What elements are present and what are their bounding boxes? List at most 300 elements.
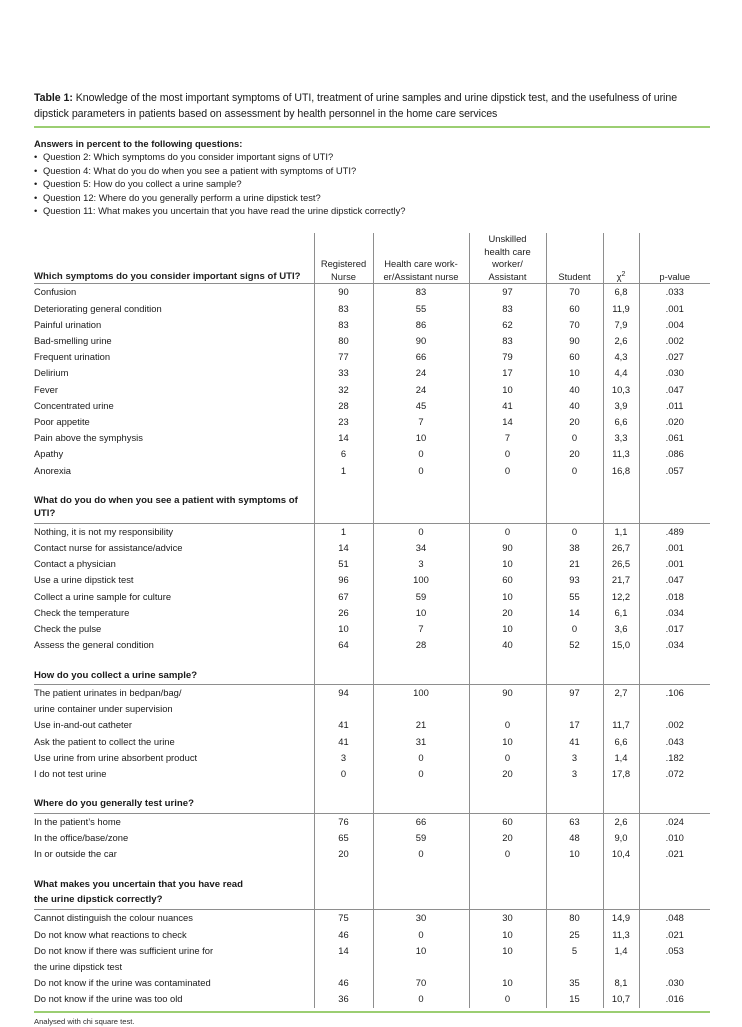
table-cell-value: .086 <box>639 446 710 462</box>
table-cell-value: 10 <box>373 605 469 621</box>
table-cell-value <box>373 959 469 975</box>
table-cell-value: 3,6 <box>603 621 639 637</box>
table-cell-label: Do not know what reactions to check <box>34 928 187 940</box>
table-cell-label: Anorexia <box>34 464 72 476</box>
table-cell-value: 41 <box>314 734 373 750</box>
table-cell-value: .030 <box>639 975 710 991</box>
table-row <box>34 605 710 621</box>
table-cell-value: 20 <box>469 605 546 621</box>
table-cell-value: 6,1 <box>603 605 639 621</box>
table-cell-value: 10 <box>314 621 373 637</box>
table-cell-value <box>373 494 469 524</box>
table-cell-value: 45 <box>373 398 469 414</box>
table-cell-value: 60 <box>546 301 603 317</box>
table-cell-value: 28 <box>373 637 469 653</box>
table-cell-value: 26 <box>314 605 373 621</box>
table-cell-value: 10 <box>469 943 546 959</box>
table-cell-value: .018 <box>639 589 710 605</box>
spacer-cell <box>34 782 314 797</box>
table-cell-value: 0 <box>373 750 469 766</box>
table-cell-value: 10 <box>373 943 469 959</box>
table-cell-value: 0 <box>469 750 546 766</box>
table-cell-value: 17 <box>469 365 546 381</box>
table-cell-value: 4,3 <box>603 349 639 365</box>
table-cell-value: 31 <box>373 734 469 750</box>
table-cell-value: 90 <box>469 685 546 702</box>
table-cell-value: .047 <box>639 382 710 398</box>
table-cell-value <box>373 797 469 813</box>
table-cell-value: 0 <box>373 846 469 862</box>
table-cell-label: Use in-and-out catheter <box>34 719 132 731</box>
table-cell-value: 1,4 <box>603 943 639 959</box>
table-cell-value: 10 <box>546 365 603 381</box>
table-cell-label: Concentrated urine <box>34 399 114 411</box>
table-cell-value: .057 <box>639 463 710 479</box>
table-cell-value: 100 <box>373 572 469 588</box>
table-row <box>34 349 710 365</box>
table-cell-value <box>603 494 639 524</box>
table-cell-value: 0 <box>469 523 546 540</box>
table-cell-label: Use urine from urine absorbent product <box>34 751 198 763</box>
table-cell-value: 83 <box>373 284 469 301</box>
col-line: Unskilled <box>488 233 527 245</box>
table-cell-value <box>546 877 603 910</box>
table-cell-label: In or outside the car <box>34 848 117 860</box>
table-cell-value <box>314 479 373 494</box>
table-cell-value <box>469 479 546 494</box>
section-spacer <box>34 654 710 669</box>
section-heading-line: What makes you uncertain that you have read <box>34 879 243 891</box>
table-cell-label: Poor appetite <box>34 416 90 428</box>
table-cell-value: 96 <box>314 572 373 588</box>
section-heading-line: the urine dipstick correctly? <box>34 894 163 906</box>
table-row <box>34 910 710 927</box>
table-cell-value: 17,8 <box>603 766 639 782</box>
table-cell-value: .001 <box>639 540 710 556</box>
table-cell-value: 20 <box>546 446 603 462</box>
table-cell-value <box>373 782 469 797</box>
section-heading-row <box>34 797 710 813</box>
table-cell-value: 12,2 <box>603 589 639 605</box>
table-cell-value <box>639 877 710 910</box>
table-cell-value: 90 <box>314 284 373 301</box>
table-cell-value: 83 <box>314 317 373 333</box>
table-cell-value <box>314 877 373 910</box>
table-cell-label: In the office/base/zone <box>34 831 129 843</box>
table-cell-value <box>546 862 603 877</box>
table-cell-label: Check the temperature <box>34 606 130 618</box>
table-cell-value: 0 <box>469 463 546 479</box>
table-cell-label: I do not test urine <box>34 768 107 780</box>
table-cell-value: 6,8 <box>603 284 639 301</box>
question-item: • Question 5: How do you collect a urine sample? <box>34 177 710 190</box>
table-cell-value: 0 <box>469 717 546 733</box>
table-cell-value: 63 <box>546 813 603 830</box>
table-row-continuation <box>34 959 710 975</box>
question-item: • Question 2: Which symptoms do you consider important signs of UTI? <box>34 150 710 163</box>
table-cell-label: Do not know if the urine was too old <box>34 993 183 1005</box>
table-cell-value <box>639 494 710 524</box>
table-cell-value <box>639 654 710 669</box>
chi-exponent: 2 <box>621 270 626 278</box>
table-cell-value: 94 <box>314 685 373 702</box>
table-cell-value: 7,9 <box>603 317 639 333</box>
table-cell-value: .048 <box>639 910 710 927</box>
table-cell-label: Nothing, it is not my responsibility <box>34 525 174 537</box>
table-row <box>34 830 710 846</box>
table-cell-value: 14 <box>314 540 373 556</box>
table-cell-value: 38 <box>546 540 603 556</box>
spacer-cell <box>34 862 314 877</box>
table-cell-value: 14 <box>546 605 603 621</box>
table-cell-value <box>314 782 373 797</box>
table-cell-label: Ask the patient to collect the urine <box>34 735 175 747</box>
table-cell-value <box>469 494 546 524</box>
table-cell-value: 1,4 <box>603 750 639 766</box>
table-cell-value: 10 <box>469 734 546 750</box>
table-cell-value: .034 <box>639 637 710 653</box>
table-cell-value: 100 <box>373 685 469 702</box>
table-cell-value: 21 <box>373 717 469 733</box>
table-cell-value: 26,7 <box>603 540 639 556</box>
table-cell-value: .016 <box>639 991 710 1007</box>
table-cell-value <box>469 669 546 685</box>
table-cell-value: 62 <box>469 317 546 333</box>
table-cell-value <box>603 797 639 813</box>
table-cell-value <box>639 479 710 494</box>
table-row <box>34 540 710 556</box>
table-cell-value: 14 <box>469 414 546 430</box>
table-cell-value <box>546 701 603 717</box>
table-cell-value: 59 <box>373 589 469 605</box>
table-cell-value: 7 <box>373 414 469 430</box>
table-cell-value: 10 <box>373 430 469 446</box>
table-caption <box>34 91 710 122</box>
table-cell-value <box>373 701 469 717</box>
question-item: • Question 12: Where do you generally perform a urine dipstick test? <box>34 191 710 204</box>
table-row <box>34 846 710 862</box>
section-spacer <box>34 862 710 877</box>
table-cell-value: 93 <box>546 572 603 588</box>
table-row <box>34 717 710 733</box>
table-cell-value: 3 <box>546 750 603 766</box>
table-cell-value <box>314 701 373 717</box>
table-cell-value: 33 <box>314 365 373 381</box>
table-cell-value: 2,7 <box>603 685 639 702</box>
table-cell-value <box>469 782 546 797</box>
table-cell-value: 28 <box>314 398 373 414</box>
table-cell-value: 70 <box>546 317 603 333</box>
table-cell-value: 10 <box>469 382 546 398</box>
table-body <box>34 284 710 1008</box>
table-cell-value: 40 <box>546 398 603 414</box>
table-cell-value <box>639 862 710 877</box>
table-cell-value <box>373 479 469 494</box>
table-cell-value: 35 <box>546 975 603 991</box>
table-cell-value: .002 <box>639 333 710 349</box>
section-spacer <box>34 479 710 494</box>
table-cell-value: 14,9 <box>603 910 639 927</box>
table-cell-value: 66 <box>373 813 469 830</box>
table-row <box>34 333 710 349</box>
section-heading-line: What do you do when you see a patient with symptoms of UTI? <box>34 494 298 520</box>
col-line: health care <box>484 245 531 257</box>
table-cell-value <box>469 959 546 975</box>
table-cell-value: 9,0 <box>603 830 639 846</box>
table-row <box>34 621 710 637</box>
table-cell-value: 20 <box>469 830 546 846</box>
table-cell-label: Fever <box>34 383 58 395</box>
section-heading-line: How do you collect a urine sample? <box>34 669 198 681</box>
table-cell-value: .033 <box>639 284 710 301</box>
table-cell-value: .002 <box>639 717 710 733</box>
table-cell-label-continuation: urine container under supervision <box>34 703 173 715</box>
table-cell-value: .106 <box>639 685 710 702</box>
table-cell-value: 90 <box>469 540 546 556</box>
table-cell-value: 36 <box>314 991 373 1007</box>
table-cell-value: 83 <box>469 333 546 349</box>
table-row <box>34 382 710 398</box>
table-cell-value: 23 <box>314 414 373 430</box>
table-cell-value: 24 <box>373 382 469 398</box>
table-cell-value <box>469 654 546 669</box>
table-cell-label: Confusion <box>34 286 77 298</box>
table-row <box>34 927 710 943</box>
table-cell-value: 10 <box>469 621 546 637</box>
table-cell-value <box>603 654 639 669</box>
table-cell-value: 6,6 <box>603 734 639 750</box>
table-cell-value: 51 <box>314 556 373 572</box>
table-cell-label: Bad-smelling urine <box>34 335 112 347</box>
column-header-p-value <box>639 233 710 283</box>
table-cell-value: .020 <box>639 414 710 430</box>
table-cell-value: 0 <box>546 430 603 446</box>
table-cell-label: Check the pulse <box>34 623 102 635</box>
table-cell-value <box>603 669 639 685</box>
section-spacer <box>34 782 710 797</box>
table-cell-value: 20 <box>314 846 373 862</box>
column-header-chi-square <box>603 233 639 283</box>
table-cell-label: Use a urine dipstick test <box>34 574 134 586</box>
table-cell-value: 41 <box>469 398 546 414</box>
table-cell-value: 0 <box>373 766 469 782</box>
table-cell-value: 46 <box>314 975 373 991</box>
table-cell-value: .011 <box>639 398 710 414</box>
spacer-cell <box>34 654 314 669</box>
table-cell-value: 0 <box>373 991 469 1007</box>
table-cell-value: 21,7 <box>603 572 639 588</box>
table-cell-value <box>639 959 710 975</box>
table-cell-value: 70 <box>546 284 603 301</box>
table-cell-value: 67 <box>314 589 373 605</box>
table-cell-value: 11,3 <box>603 927 639 943</box>
table-cell-value: 7 <box>373 621 469 637</box>
table-cell-value: 2,6 <box>603 333 639 349</box>
table-cell-value: 10 <box>469 975 546 991</box>
table-cell-value: 20 <box>469 766 546 782</box>
questions-list <box>34 150 710 217</box>
table-cell-label: The patient urinates in bedpan/bag/ <box>34 687 182 698</box>
table-cell-value: 11,9 <box>603 301 639 317</box>
table-footnote: Analysed with chi square test. <box>34 1016 135 1026</box>
section-heading-row <box>34 494 710 524</box>
column-header-unskilled-health-care-worker <box>469 233 546 283</box>
table-cell-value: 0 <box>469 991 546 1007</box>
table-cell-value: 21 <box>546 556 603 572</box>
table-cell-value: 10 <box>469 556 546 572</box>
table-cell-label: Do not know if the urine was contaminated <box>34 977 211 989</box>
chi-symbol: χ <box>616 270 622 282</box>
table-cell-value: 5 <box>546 943 603 959</box>
table-caption-label: Table 1: <box>34 92 73 104</box>
table-cell-value: 1,1 <box>603 523 639 540</box>
table-cell-value: 65 <box>314 830 373 846</box>
question-item: • Question 11: What makes you uncertain that you have read the urine dipstick correctly? <box>34 204 710 217</box>
table-cell-value: .021 <box>639 846 710 862</box>
table-cell-value: 10 <box>546 846 603 862</box>
table-cell-value: 10 <box>469 589 546 605</box>
table-cell-value: 90 <box>546 333 603 349</box>
table-cell-value <box>603 862 639 877</box>
table-row <box>34 463 710 479</box>
table-cell-value <box>639 701 710 717</box>
table-cell-value: 3 <box>373 556 469 572</box>
table-row <box>34 685 710 702</box>
table-cell-value <box>546 479 603 494</box>
header-section-0: Which symptoms do you consider important signs of UTI? <box>34 270 301 282</box>
table-cell-value <box>373 877 469 910</box>
table-cell-value: 60 <box>469 813 546 830</box>
table-cell-value <box>639 797 710 813</box>
spacer-cell <box>34 479 314 494</box>
table-cell-value: 83 <box>469 301 546 317</box>
column-header-registered-nurse <box>314 233 373 283</box>
col-line: Health care work- <box>384 258 458 270</box>
table-row <box>34 589 710 605</box>
caption-green-rule <box>34 126 710 128</box>
table-cell-value <box>639 669 710 685</box>
table-row <box>34 637 710 653</box>
table-row <box>34 943 710 959</box>
table-cell-label-continuation: the urine dipstick test <box>34 960 123 972</box>
table-cell-label: Painful urination <box>34 318 102 330</box>
col-line: worker/ <box>492 258 523 270</box>
table-cell-value: 15,0 <box>603 637 639 653</box>
table-row <box>34 766 710 782</box>
table-row <box>34 365 710 381</box>
table-cell-value: 6,6 <box>603 414 639 430</box>
table-row <box>34 301 710 317</box>
col-line: p-value <box>659 270 691 282</box>
table-cell-value <box>603 701 639 717</box>
table-cell-label: Do not know if there was sufficient urine for <box>34 944 214 956</box>
table-cell-value: 79 <box>469 349 546 365</box>
table-cell-value: .034 <box>639 605 710 621</box>
table-cell-value: .182 <box>639 750 710 766</box>
table-cell-value: .053 <box>639 943 710 959</box>
table-cell-value: 16,8 <box>603 463 639 479</box>
table-cell-value: .001 <box>639 301 710 317</box>
table-cell-value: 46 <box>314 927 373 943</box>
table-cell-label: Cannot distinguish the colour nuances <box>34 912 193 924</box>
table-row <box>34 556 710 572</box>
table-cell-value <box>469 862 546 877</box>
table-cell-value: 26,5 <box>603 556 639 572</box>
table-cell-value <box>314 797 373 813</box>
table-cell-value: 15 <box>546 991 603 1007</box>
table-cell-value <box>546 654 603 669</box>
table-cell-value: 11,3 <box>603 446 639 462</box>
col-line: Student <box>558 270 591 282</box>
table-cell-label: Assess the general condition <box>34 639 154 651</box>
table-row <box>34 991 710 1007</box>
table-cell-value: 20 <box>546 414 603 430</box>
col-line: Nurse <box>330 270 356 282</box>
knowledge-table <box>34 233 710 1007</box>
table-cell-value <box>469 701 546 717</box>
table-cell-value: 40 <box>546 382 603 398</box>
table-cell-value: 25 <box>546 927 603 943</box>
table-cell-value: 60 <box>546 349 603 365</box>
table-row <box>34 750 710 766</box>
table-cell-value <box>603 782 639 797</box>
table-cell-value: 24 <box>373 365 469 381</box>
table-cell-value: 64 <box>314 637 373 653</box>
table-cell-value: 41 <box>546 734 603 750</box>
section-heading <box>34 494 314 524</box>
table-cell-value: 0 <box>373 446 469 462</box>
table-cell-value: 70 <box>373 975 469 991</box>
table-cell-value: 0 <box>373 523 469 540</box>
table-cell-value: 66 <box>373 349 469 365</box>
table-cell-value: 30 <box>469 910 546 927</box>
table-cell-value <box>373 654 469 669</box>
table-cell-value: 1 <box>314 523 373 540</box>
column-header-health-care-worker <box>373 233 469 283</box>
table-cell-value: 75 <box>314 910 373 927</box>
section-heading-row <box>34 877 710 910</box>
section-heading <box>34 877 314 910</box>
table-cell-label: Apathy <box>34 448 64 460</box>
questions-heading: Answers in percent to the following questions: <box>34 138 243 149</box>
table-caption-text: Knowledge of the most important symptoms of UTI, treatment of urine samples and urine dipstick test, and the usefulness of urine dipstick parameters in patients based on assessment by health personnel in the home care services <box>34 92 678 120</box>
table-cell-value: .072 <box>639 766 710 782</box>
table-cell-value: 40 <box>469 637 546 653</box>
table-cell-value: .030 <box>639 365 710 381</box>
table-cell-value: .043 <box>639 734 710 750</box>
table-cell-value: .061 <box>639 430 710 446</box>
table-cell-value <box>373 862 469 877</box>
table-row <box>34 446 710 462</box>
table-cell-value: 97 <box>546 685 603 702</box>
table-cell-value: 97 <box>469 284 546 301</box>
table-cell-value: .027 <box>639 349 710 365</box>
table-cell-value: 3,3 <box>603 430 639 446</box>
table-cell-value: 0 <box>546 523 603 540</box>
section-heading <box>34 797 314 813</box>
table-cell-value: 4,4 <box>603 365 639 381</box>
table-cell-value: 6 <box>314 446 373 462</box>
table-cell-label: Deteriorating general condition <box>34 302 162 314</box>
table-cell-value: 0 <box>469 846 546 862</box>
table-cell-value <box>469 877 546 910</box>
table-cell-value: 10,4 <box>603 846 639 862</box>
table-cell-value <box>639 782 710 797</box>
table-cell-value: 14 <box>314 943 373 959</box>
col-line: Assistant <box>488 270 527 282</box>
table-cell-value: 34 <box>373 540 469 556</box>
table-cell-value: 59 <box>373 830 469 846</box>
